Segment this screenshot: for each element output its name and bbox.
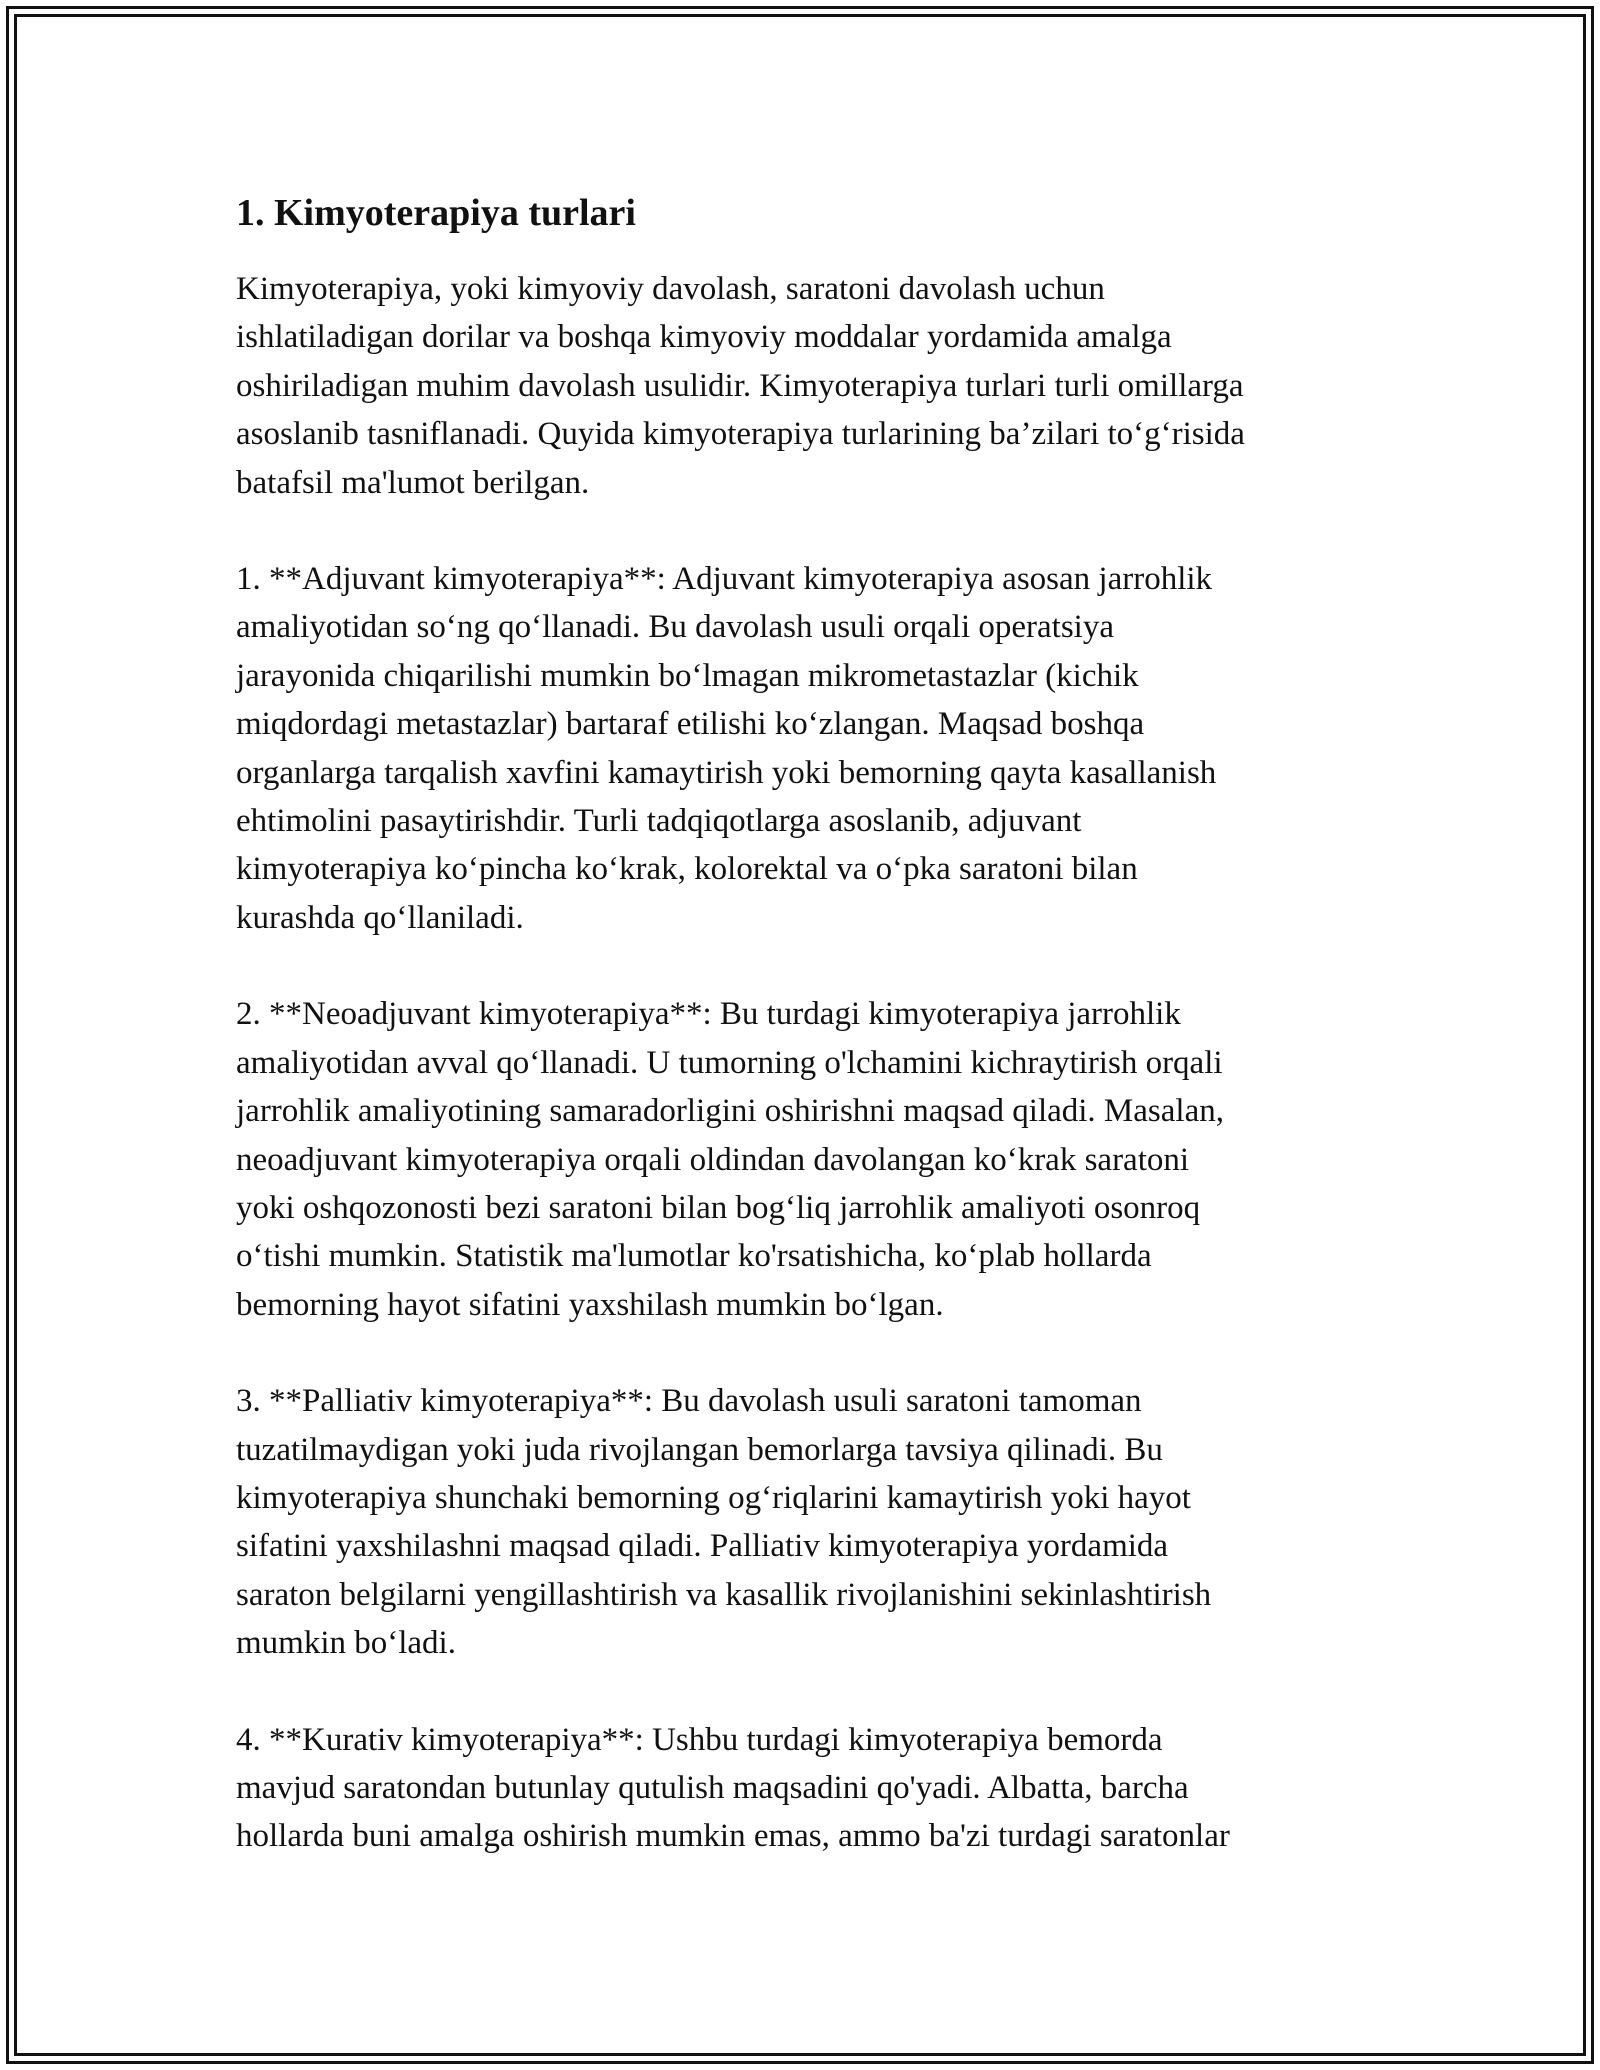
text-line: o‘tishi mumkin. Statistik ma'lumotlar ko'rsatishicha, ko‘plab hollarda bbox=[236, 1238, 1152, 1275]
text-line: neoadjuvant kimyoterapiya orqali oldindan davolangan ko‘krak saratoni bbox=[236, 1141, 1190, 1178]
text-line: mavjud saratondan butunlay qutulish maqsadini qo'yadi. Albatta, barcha bbox=[236, 1769, 1189, 1806]
text-line: kimyoterapiya shunchaki bemorning og‘riqlarini kamaytirish yoki hayot bbox=[236, 1479, 1191, 1516]
text-line: kurashda qo‘llaniladi. bbox=[236, 899, 524, 936]
text-line: hollarda buni amalga oshirish mumkin emas, ammo ba'zi turdagi saratonlar bbox=[236, 1818, 1230, 1855]
text-line: jarrohlik amaliyotining samaradorligini oshirishni maqsad qiladi. Masalan, bbox=[236, 1093, 1224, 1130]
text-line: organlarga tarqalish xavfini kamaytirish yoki bemorning qayta kasallanish bbox=[236, 754, 1217, 791]
text-line: kimyoterapiya ko‘pincha ko‘krak, kolorektal va o‘pka saratoni bilan bbox=[236, 851, 1138, 888]
text-line: batafsil ma'lumot berilgan. bbox=[236, 464, 590, 501]
text-line: Kimyoterapiya, yoki kimyoviy davolash, saratoni davolash uchun bbox=[236, 271, 1105, 307]
text-line: jarayonida chiqarilishi mumkin bo‘lmagan mikrometastazlar (kichik bbox=[236, 657, 1139, 694]
text-line: sifatini yaxshilashni maqsad qiladi. Palliativ kimyoterapiya yordamida bbox=[236, 1528, 1169, 1565]
text-line: oshiriladigan muhim davolash usulidir. Kimyoterapiya turlari turli omillarga bbox=[236, 367, 1244, 404]
text-line: 4. **Kurativ kimyoterapiya**: Ushbu turdagi kimyoterapiya bemorda bbox=[236, 1721, 1163, 1758]
text-line: 1. **Adjuvant kimyoterapiya**: Adjuvant kimyoterapiya asosan jarrohlik bbox=[236, 561, 1213, 598]
paragraph-palliativ bbox=[236, 1377, 1396, 1667]
text-line: 3. **Palliativ kimyoterapiya**: Bu davolash usuli saratoni tamoman bbox=[236, 1383, 1142, 1420]
text-line: miqdordagi metastazlar) bartaraf etilishi ko‘zlangan. Maqsad boshqa bbox=[236, 706, 1145, 743]
text-line: yoki oshqozonosti bezi saratoni bilan bog‘liq jarrohlik amaliyoti osonroq bbox=[236, 1189, 1201, 1226]
paragraph-adjuvant bbox=[236, 555, 1396, 942]
document-body bbox=[236, 185, 1396, 1909]
text-line: saraton belgilarni yengillashtirish va kasallik rivojlanishini sekinlashtirish bbox=[236, 1576, 1212, 1613]
text-line: ehtimolini pasaytirishdir. Turli tadqiqotlarga asoslanib, adjuvant bbox=[236, 803, 1082, 840]
text-line: mumkin bo‘ladi. bbox=[236, 1625, 456, 1662]
text-line: tuzatilmaydigan yoki juda rivojlangan bemorlarga tavsiya qilinadi. Bu bbox=[236, 1431, 1163, 1468]
text-line: bemorning hayot sifatini yaxshilash mumkin bo‘lgan. bbox=[236, 1286, 944, 1323]
text-line: ishlatiladigan dorilar va boshqa kimyoviy moddalar yordamida amalga bbox=[236, 319, 1172, 356]
text-line: asoslanib tasniflanadi. Quyida kimyoterapiya turlarining ba’zilari to‘g‘risida bbox=[236, 416, 1245, 453]
paragraph-neoadjuvant bbox=[236, 990, 1396, 1329]
text-line: amaliyotidan so‘ng qo‘llanadi. Bu davolash usuli orqali operatsiya bbox=[236, 609, 1114, 646]
text-line: amaliyotidan avval qo‘llanadi. U tumorning o'lchamini kichraytirish orqali bbox=[236, 1044, 1223, 1081]
paragraph-intro bbox=[236, 265, 1396, 507]
section-heading: 1. Kimyoterapiya turlari bbox=[236, 192, 636, 234]
text-line: 2. **Neoadjuvant kimyoterapiya**: Bu turdagi kimyoterapiya jarrohlik bbox=[236, 996, 1181, 1033]
paragraph-kurativ bbox=[236, 1716, 1396, 1861]
